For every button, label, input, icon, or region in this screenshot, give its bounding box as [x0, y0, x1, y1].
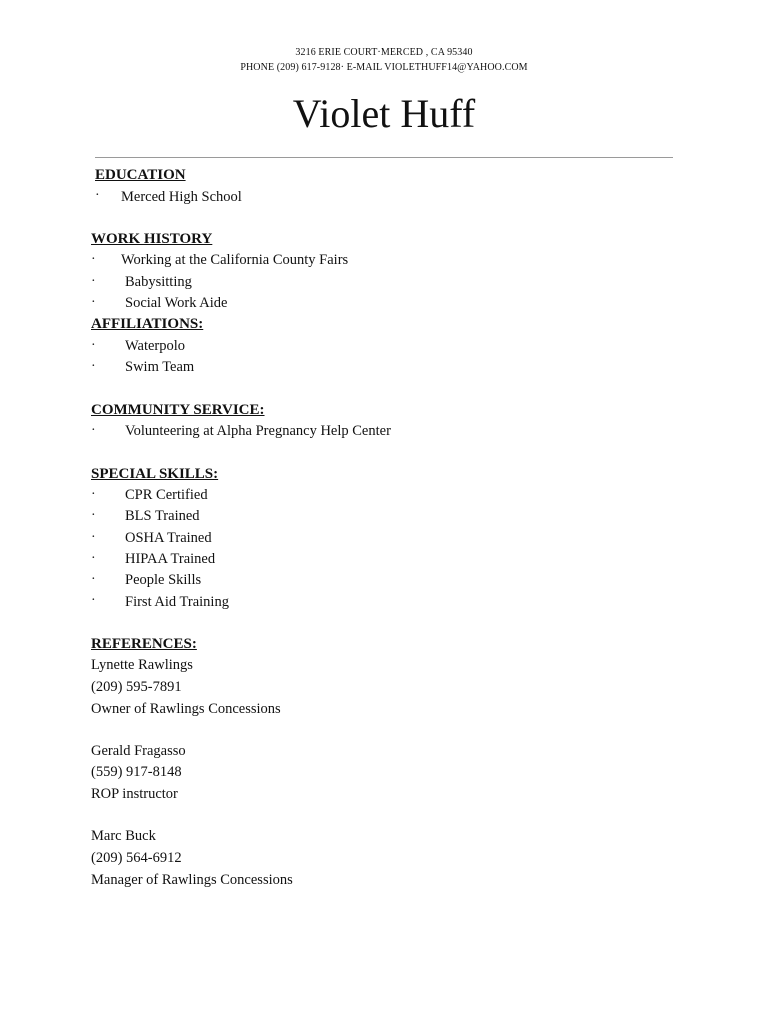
- reference-phone: (209) 564-6912: [91, 850, 182, 866]
- reference-phone: (209) 595-7891: [91, 679, 182, 695]
- bullet-icon: ·: [91, 572, 96, 587]
- work-history-item: Babysitting: [125, 274, 192, 290]
- work-history-heading: WORK HISTORY: [91, 231, 213, 247]
- bullet-icon: ·: [91, 359, 96, 374]
- address-line: 3216 ERIE COURT·MERCED , CA 95340: [295, 47, 473, 58]
- reference-title: ROP instructor: [91, 786, 178, 802]
- special-skills-heading: SPECIAL SKILLS:: [91, 466, 219, 482]
- affiliations-item: Waterpolo: [125, 338, 186, 354]
- community-service-heading: COMMUNITY SERVICE:: [91, 402, 265, 418]
- affiliations-item: Swim Team: [125, 359, 195, 375]
- bullet-icon: ·: [91, 487, 96, 502]
- work-history-item: Social Work Aide: [125, 295, 228, 311]
- bullet-icon: ·: [91, 530, 96, 545]
- special-skills-item: CPR Certified: [125, 487, 208, 503]
- affiliations-heading: AFFILIATIONS:: [91, 316, 204, 332]
- work-history-item: Working at the California County Fairs: [121, 252, 349, 268]
- applicant-name: Violet Huff: [292, 91, 476, 136]
- bullet-icon: ·: [91, 252, 96, 267]
- education-item: Merced High School: [121, 189, 242, 205]
- special-skills-item: First Aid Training: [125, 594, 229, 610]
- bullet-icon: ·: [91, 593, 96, 608]
- education-heading: EDUCATION: [95, 167, 186, 183]
- bullet-icon: ·: [95, 188, 100, 203]
- reference-name: Lynette Rawlings: [91, 657, 193, 673]
- reference-title: Owner of Rawlings Concessions: [91, 701, 281, 717]
- bullet-icon: ·: [91, 274, 96, 289]
- bullet-icon: ·: [91, 423, 96, 438]
- references-heading: REFERENCES:: [91, 636, 197, 652]
- special-skills-item: HIPAA Trained: [125, 551, 216, 567]
- special-skills-item: OSHA Trained: [125, 530, 212, 546]
- special-skills-item: People Skills: [125, 572, 202, 588]
- bullet-icon: ·: [91, 295, 96, 310]
- reference-name: Gerald Fragasso: [91, 743, 186, 759]
- contact-line: PHONE (209) 617-9128· E-MAIL VIOLETHUFF14@YAHOO.COM: [240, 62, 528, 73]
- reference-name: Marc Buck: [91, 828, 156, 844]
- reference-title: Manager of Rawlings Concessions: [91, 872, 293, 888]
- bullet-icon: ·: [91, 551, 96, 566]
- community-service-item: Volunteering at Alpha Pregnancy Help Center: [125, 423, 391, 439]
- header-divider: [95, 157, 673, 158]
- bullet-icon: ·: [91, 338, 96, 353]
- bullet-icon: ·: [91, 508, 96, 523]
- reference-phone: (559) 917-8148: [91, 764, 182, 780]
- special-skills-item: BLS Trained: [125, 508, 200, 524]
